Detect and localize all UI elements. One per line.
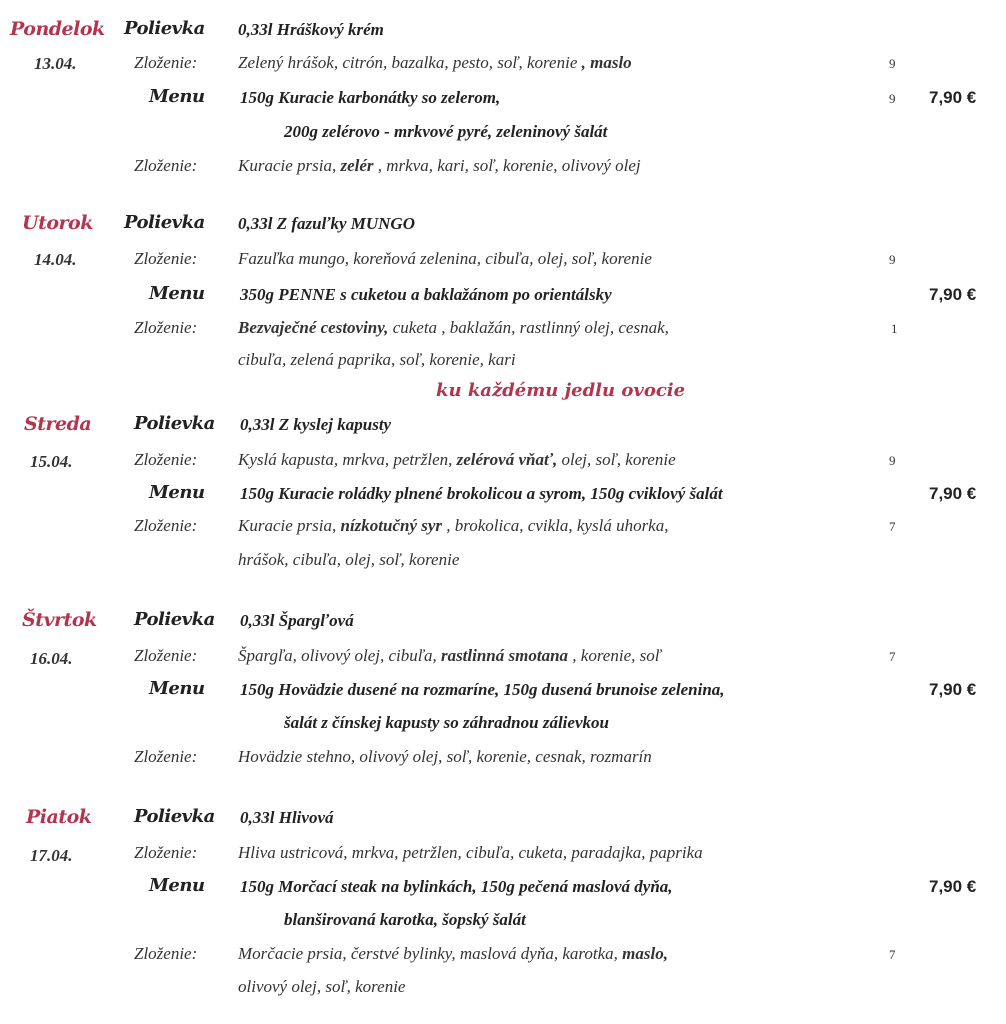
day-date: 13.04.: [34, 54, 77, 73]
menu-dish-line2: blanširovaná karotka, šopský šalát: [284, 910, 526, 929]
soup-name: 0,33l Z fazuľky MUNGO: [238, 214, 415, 233]
menu-dish: 150g Kuracie karbonátky so zelerom,: [240, 88, 501, 107]
soup-label: Polievka: [124, 212, 205, 233]
menu-composition: Hovädzie stehno, olivový olej, soľ, korenie, cesnak, rozmarín: [238, 747, 652, 766]
menu-composition-line2: olivový olej, soľ, korenie: [238, 977, 406, 996]
soup-label: Polievka: [124, 18, 205, 39]
allergen-code: 7: [889, 519, 896, 534]
composition-label: Zloženie:: [134, 450, 198, 469]
soup-composition: Fazuľka mungo, koreňová zelenina, cibuľa, olej, soľ, korenie: [238, 249, 652, 268]
menu-composition-line2: hrášok, cibuľa, olej, soľ, korenie: [238, 550, 460, 569]
composition-label: Zloženie:: [134, 53, 198, 72]
menu-dish-line2: šalát z čínskej kapusty so záhradnou zálievkou: [284, 713, 609, 732]
price: 7,90 €: [929, 484, 977, 503]
menu-dish: 150g Hovädzie dusené na rozmaríne, 150g dusená brunoise zelenina,: [240, 680, 725, 699]
price: 7,90 €: [929, 877, 977, 896]
composition-label: Zloženie:: [134, 156, 198, 175]
allergen-code: 9: [889, 252, 896, 267]
day-name-tuesday: Utorok: [22, 212, 93, 234]
menu-label: Menu: [149, 678, 205, 699]
composition-label: Zloženie:: [134, 646, 198, 665]
allergen-code: 9: [889, 56, 896, 71]
soup-label: Polievka: [134, 413, 215, 434]
soup-label: Polievka: [134, 609, 215, 630]
soup-name: 0,33l Hlivová: [240, 808, 334, 827]
fruit-note: ku každému jedlu ovocie: [436, 380, 686, 401]
soup-composition: Hliva ustricová, mrkva, petržlen, cibuľa, cuketa, paradajka, paprika: [238, 843, 703, 862]
composition-label: Zloženie:: [134, 318, 198, 337]
day-date: 15.04.: [30, 452, 73, 471]
menu-label: Menu: [149, 283, 205, 304]
day-date: 17.04.: [30, 846, 73, 865]
composition-label: Zloženie:: [134, 944, 198, 963]
menu-dish: 350g PENNE s cuketou a baklažánom po orientálsky: [240, 285, 612, 304]
soup-name: 0,33l Z kyslej kapusty: [240, 415, 392, 434]
composition-label: Zloženie:: [134, 843, 198, 862]
price: 7,90 €: [929, 680, 977, 699]
composition-label: Zloženie:: [134, 516, 198, 535]
allergen-code: 9: [889, 91, 896, 106]
menu-label: Menu: [149, 86, 205, 107]
composition-label: Zloženie:: [134, 747, 198, 766]
day-name-thursday: Štvrtok: [22, 609, 97, 631]
day-date: 16.04.: [30, 649, 73, 668]
day-name-friday: Piatok: [26, 806, 92, 828]
menu-composition-line2: cibuľa, zelená paprika, soľ, korenie, kari: [238, 350, 516, 369]
allergen-code: 7: [889, 649, 896, 664]
menu-dish: 150g Kuracie roládky plnené brokolicou a syrom, 150g cviklový šalát: [240, 484, 723, 503]
menu-composition: Kuracie prsia, zelér , mrkva, kari, soľ, korenie, olivový olej: [238, 156, 641, 175]
composition-label: Zloženie:: [134, 249, 198, 268]
menu-composition: Morčacie prsia, čerstvé bylinky, maslová dyňa, karotka, maslo,: [238, 944, 668, 963]
soup-name: 0,33l Hráškový krém: [238, 20, 384, 39]
day-name-wednesday: Streda: [24, 413, 92, 435]
menu-label: Menu: [149, 875, 205, 896]
allergen-code: 9: [889, 453, 896, 468]
menu-composition: Kuracie prsia, nízkotučný syr , brokolica, cvikla, kyslá uhorka,: [238, 516, 669, 535]
soup-composition: Špargľa, olivový olej, cibuľa, rastlinná smotana , korenie, soľ: [238, 646, 661, 665]
price: 7,90 €: [929, 88, 977, 107]
menu-composition: Bezvaječné cestoviny, cuketa , baklažán, rastlinný olej, cesnak,: [238, 318, 669, 337]
soup-composition: Zelený hrášok, citrón, bazalka, pesto, soľ, korenie , maslo: [238, 53, 632, 72]
menu-dish: 150g Morčací steak na bylinkách, 150g pečená maslová dyňa,: [240, 877, 673, 896]
menu-dish-line2: 200g zelérovo - mrkvové pyré, zeleninový šalát: [284, 122, 608, 141]
soup-label: Polievka: [134, 806, 215, 827]
price: 7,90 €: [929, 285, 977, 304]
day-name-monday: Pondelok: [10, 18, 105, 40]
soup-composition: Kyslá kapusta, mrkva, petržlen, zelérová vňať, olej, soľ, korenie: [238, 450, 676, 469]
allergen-code: 7: [889, 947, 896, 962]
allergen-code: 1: [891, 321, 898, 336]
menu-label: Menu: [149, 482, 205, 503]
day-date: 14.04.: [34, 250, 77, 269]
soup-name: 0,33l Špargľová: [240, 611, 354, 630]
